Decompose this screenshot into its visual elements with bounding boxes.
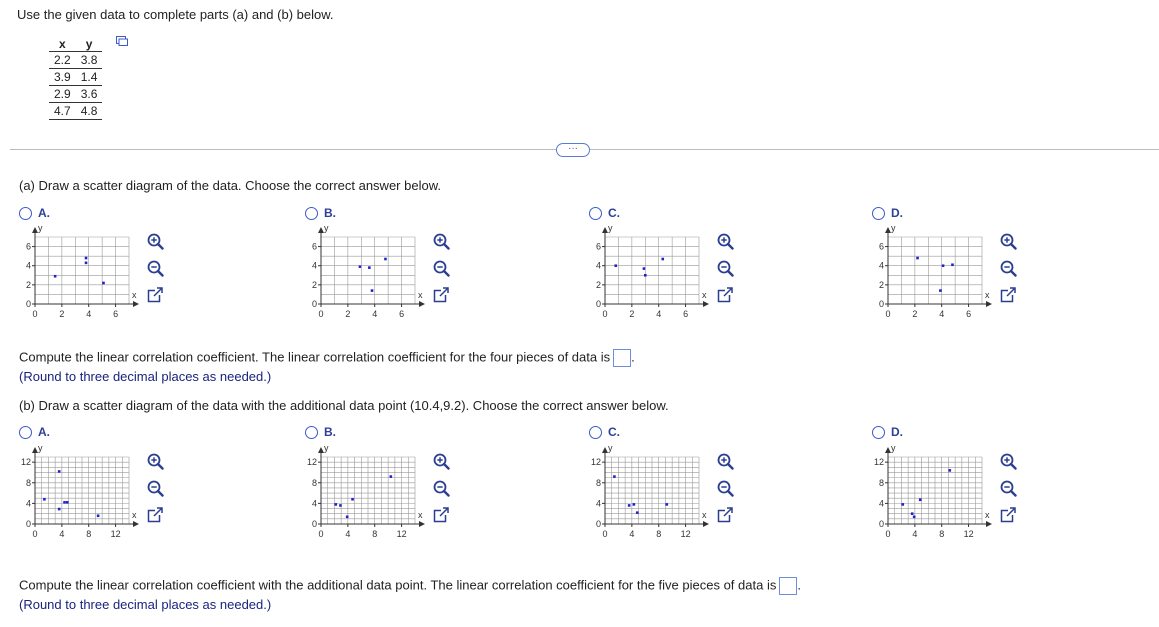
x-tick-label: 6	[113, 309, 119, 319]
option-label: A.	[38, 206, 50, 220]
zoom-out-icon[interactable]	[432, 479, 450, 497]
data-point	[916, 257, 919, 260]
data-point	[919, 498, 922, 501]
x-tick-label: 12	[396, 529, 407, 539]
part-b-option-c[interactable]	[589, 425, 620, 439]
y-cell: 3.8	[76, 52, 103, 69]
graph-tools	[432, 232, 450, 304]
y-tick-label: 0	[25, 299, 31, 309]
data-point	[346, 515, 349, 518]
data-point	[85, 262, 88, 265]
y-tick-label: 2	[595, 279, 601, 290]
zoom-out-icon[interactable]	[146, 259, 164, 277]
data-point	[661, 258, 664, 261]
x-axis-label: x	[985, 510, 990, 520]
y-tick-label: 0	[595, 519, 601, 529]
x-tick-label: 0	[318, 529, 324, 539]
y-tick-label: 2	[878, 279, 884, 290]
x-tick-label: 0	[885, 309, 891, 319]
graph-tools	[999, 452, 1017, 524]
y-tick-label: 6	[595, 241, 601, 252]
y-axis-label: y	[38, 224, 43, 233]
x-tick-label: 12	[963, 529, 974, 539]
y-tick-label: 12	[306, 457, 317, 468]
data-point	[63, 501, 66, 504]
y-axis-label: y	[608, 224, 613, 233]
instructions: Use the given data to complete parts (a) and (b) below.	[17, 7, 334, 22]
zoom-out-icon[interactable]	[999, 259, 1017, 277]
x-tick-label: 4	[59, 529, 65, 539]
data-point	[901, 503, 904, 506]
part-a-graph-d	[866, 224, 996, 324]
data-point	[948, 469, 951, 472]
x-tick-label: 6	[683, 309, 689, 319]
option-label: B.	[324, 425, 336, 439]
part-b-answer-input[interactable]	[779, 577, 797, 595]
y-tick-label: 6	[878, 241, 884, 252]
x-cell: 3.9	[49, 69, 76, 86]
x-tick-label: 4	[656, 309, 662, 319]
y-tick-label: 8	[878, 477, 884, 488]
x-tick-label: 4	[86, 309, 92, 319]
zoom-in-icon[interactable]	[716, 232, 734, 250]
option-label: C.	[608, 206, 620, 220]
x-axis-arrow	[419, 521, 425, 527]
radio-button[interactable]	[872, 426, 885, 439]
graph-tools	[432, 452, 450, 524]
data-point	[643, 267, 646, 270]
y-header: y	[85, 36, 93, 51]
x-tick-label: 8	[939, 529, 945, 539]
part-a-graph-a	[13, 224, 143, 324]
x-tick-label: 4	[372, 309, 378, 319]
part-a-answer-input[interactable]	[613, 349, 631, 367]
data-point	[58, 508, 61, 511]
part-b-graph-b	[299, 444, 429, 544]
part-a-option-a[interactable]	[19, 206, 50, 220]
data-point	[66, 501, 69, 504]
x-axis-arrow	[419, 301, 425, 307]
y-tick-label: 0	[878, 299, 884, 309]
data-point	[644, 274, 647, 277]
y-tick-label: 4	[25, 260, 31, 271]
x-axis-arrow	[986, 521, 992, 527]
data-point	[97, 514, 100, 517]
y-cell: 3.6	[76, 86, 103, 103]
data-point	[628, 504, 631, 507]
y-tick-label: 0	[595, 299, 601, 309]
x-tick-label: 4	[345, 529, 351, 539]
y-tick-label: 4	[878, 260, 884, 271]
part-b-graph-c	[583, 444, 713, 544]
y-axis-label: y	[324, 224, 329, 233]
y-tick-label: 2	[311, 279, 317, 290]
data-point	[613, 475, 616, 478]
part-b-compute: Compute the linear correlation coefficient with the additional data point. The linear correlation coefficient for the five pieces of data is .	[19, 577, 801, 595]
x-tick-label: 2	[912, 309, 918, 319]
zoom-out-icon[interactable]	[999, 479, 1017, 497]
y-axis-label: y	[324, 444, 329, 453]
zoom-in-icon[interactable]	[146, 232, 164, 250]
part-a-question: (a) Draw a scatter diagram of the data. Choose the correct answer below.	[19, 178, 441, 193]
x-tick-label: 0	[602, 309, 608, 319]
graph-tools	[146, 452, 164, 524]
y-tick-label: 4	[595, 498, 601, 509]
graph-tools	[716, 232, 734, 304]
radio-button[interactable]	[305, 207, 318, 220]
y-tick-label: 12	[590, 457, 601, 468]
y-axis-label: y	[891, 224, 896, 233]
y-axis-label: y	[608, 444, 613, 453]
table-row	[49, 103, 102, 120]
data-table	[49, 36, 102, 120]
data-point	[43, 498, 46, 501]
expand-icon[interactable]	[716, 286, 734, 304]
x-header: x	[59, 36, 66, 51]
y-cell: 1.4	[76, 69, 103, 86]
option-label: C.	[608, 425, 620, 439]
expand-icon[interactable]	[999, 286, 1017, 304]
x-tick-label: 0	[885, 529, 891, 539]
y-tick-label: 4	[878, 498, 884, 509]
x-axis-label: x	[418, 290, 423, 300]
radio-button[interactable]	[872, 207, 885, 220]
data-point	[614, 264, 617, 267]
part-a-graph-c	[583, 224, 713, 324]
x-tick-label: 6	[399, 309, 405, 319]
graph-tools	[716, 452, 734, 524]
x-axis-label: x	[985, 290, 990, 300]
x-tick-label: 2	[629, 309, 635, 319]
more-button[interactable]: ···	[556, 143, 590, 157]
part-b-compute-text: Compute the linear correlation coefficient with the additional data point. The linear correlation coefficient for the five pieces of data is	[19, 577, 777, 593]
x-axis-label: x	[702, 510, 707, 520]
data-point	[54, 275, 57, 278]
y-tick-label: 0	[311, 519, 317, 529]
part-b-graph-a	[13, 444, 143, 544]
x-tick-label: 8	[86, 529, 92, 539]
data-point	[58, 470, 61, 473]
data-point	[665, 503, 668, 506]
y-tick-label: 8	[595, 477, 601, 488]
radio-button[interactable]	[589, 426, 602, 439]
y-tick-label: 12	[20, 457, 31, 468]
option-label: B.	[324, 206, 336, 220]
x-cell: 2.2	[49, 52, 76, 69]
y-tick-label: 0	[878, 519, 884, 529]
part-b-graph-d	[866, 444, 996, 544]
option-label: A.	[38, 425, 50, 439]
table-row	[49, 52, 102, 69]
radio-button[interactable]	[19, 426, 32, 439]
y-tick-label: 0	[25, 519, 31, 529]
x-tick-label: 0	[32, 529, 38, 539]
part-a-graph-b	[299, 224, 429, 324]
data-point	[85, 257, 88, 260]
x-tick-label: 12	[680, 529, 691, 539]
part-b-option-a[interactable]	[19, 425, 50, 439]
x-tick-label: 0	[32, 309, 38, 319]
data-point	[633, 503, 636, 506]
x-cell: 4.7	[49, 103, 76, 120]
part-a-compute-text: Compute the linear correlation coefficient. The linear correlation coefficient for the four pieces of data is	[19, 349, 611, 365]
radio-button[interactable]	[305, 426, 318, 439]
x-axis-arrow	[133, 521, 139, 527]
radio-button[interactable]	[19, 207, 32, 220]
y-tick-label: 8	[311, 477, 317, 488]
y-tick-label: 4	[595, 260, 601, 271]
zoom-in-icon[interactable]	[716, 452, 734, 470]
data-point	[334, 503, 337, 506]
y-tick-label: 4	[311, 498, 317, 509]
x-axis-label: x	[132, 510, 137, 520]
x-tick-label: 4	[939, 309, 945, 319]
radio-button[interactable]	[589, 207, 602, 220]
data-point	[359, 265, 362, 268]
x-tick-label: 0	[602, 529, 608, 539]
y-tick-label: 4	[25, 498, 31, 509]
zoom-out-icon[interactable]	[716, 479, 734, 497]
zoom-in-icon[interactable]	[999, 232, 1017, 250]
data-point	[939, 289, 942, 292]
x-tick-label: 4	[912, 529, 918, 539]
x-axis-label: x	[132, 290, 137, 300]
expand-icon[interactable]	[146, 286, 164, 304]
x-axis-arrow	[703, 301, 709, 307]
part-a-hint: (Round to three decimal places as needed.)	[19, 369, 272, 384]
option-label: D.	[891, 425, 903, 439]
x-tick-label: 0	[318, 309, 324, 319]
zoom-in-icon[interactable]	[146, 452, 164, 470]
x-axis-label: x	[418, 510, 423, 520]
zoom-in-icon[interactable]	[432, 232, 450, 250]
x-cell: 2.9	[49, 86, 76, 103]
zoom-in-icon[interactable]	[999, 452, 1017, 470]
x-tick-label: 8	[372, 529, 378, 539]
table-row	[49, 86, 102, 103]
zoom-out-icon[interactable]	[432, 259, 450, 277]
x-axis-arrow	[133, 301, 139, 307]
table-row	[49, 69, 102, 86]
part-b-question: (b) Draw a scatter diagram of the data with the additional data point (10.4,9.2). Choose the correct answer below.	[19, 398, 669, 413]
y-tick-label: 12	[873, 457, 884, 468]
y-cell: 4.8	[76, 103, 103, 120]
zoom-in-icon[interactable]	[432, 452, 450, 470]
x-tick-label: 2	[59, 309, 65, 319]
graph-tools	[999, 232, 1017, 304]
expand-icon[interactable]	[146, 506, 164, 524]
graph-tools	[146, 232, 164, 304]
data-point	[913, 515, 916, 518]
expand-icon[interactable]	[999, 506, 1017, 524]
x-axis-arrow	[986, 301, 992, 307]
part-a-option-d[interactable]	[872, 206, 903, 220]
x-tick-label: 4	[629, 529, 635, 539]
x-tick-label: 8	[656, 529, 662, 539]
x-axis-label: x	[702, 290, 707, 300]
y-axis-label: y	[891, 444, 896, 453]
y-tick-label: 6	[25, 241, 31, 252]
data-point	[351, 498, 354, 501]
data-point	[951, 263, 954, 266]
option-label: D.	[891, 206, 903, 220]
data-point	[636, 511, 639, 514]
y-tick-label: 6	[311, 241, 317, 252]
part-b-option-d[interactable]	[872, 425, 903, 439]
data-point	[102, 282, 105, 285]
x-axis-arrow	[703, 521, 709, 527]
data-point	[339, 504, 342, 507]
y-tick-label: 8	[25, 477, 31, 488]
data-point	[390, 475, 393, 478]
x-tick-label: 12	[110, 529, 121, 539]
data-point	[368, 266, 371, 269]
x-tick-label: 6	[966, 309, 972, 319]
zoom-out-icon[interactable]	[716, 259, 734, 277]
x-tick-label: 2	[345, 309, 351, 319]
data-point	[911, 512, 914, 515]
part-a-option-b[interactable]	[305, 206, 336, 220]
part-a-compute: Compute the linear correlation coefficient. The linear correlation coefficient for the four pieces of data is .	[19, 349, 635, 367]
zoom-out-icon[interactable]	[146, 479, 164, 497]
y-tick-label: 0	[311, 299, 317, 309]
data-point	[942, 264, 945, 267]
part-b-option-b[interactable]	[305, 425, 336, 439]
expand-icon[interactable]	[716, 506, 734, 524]
expand-icon[interactable]	[432, 506, 450, 524]
part-a-option-c[interactable]	[589, 206, 620, 220]
data-point	[384, 258, 387, 261]
expand-icon[interactable]	[432, 286, 450, 304]
part-b-hint: (Round to three decimal places as needed.)	[19, 597, 272, 612]
y-tick-label: 2	[25, 279, 31, 290]
y-axis-label: y	[38, 444, 43, 453]
y-tick-label: 4	[311, 260, 317, 271]
data-point	[371, 289, 374, 292]
copy-data-icon[interactable]	[116, 36, 128, 46]
